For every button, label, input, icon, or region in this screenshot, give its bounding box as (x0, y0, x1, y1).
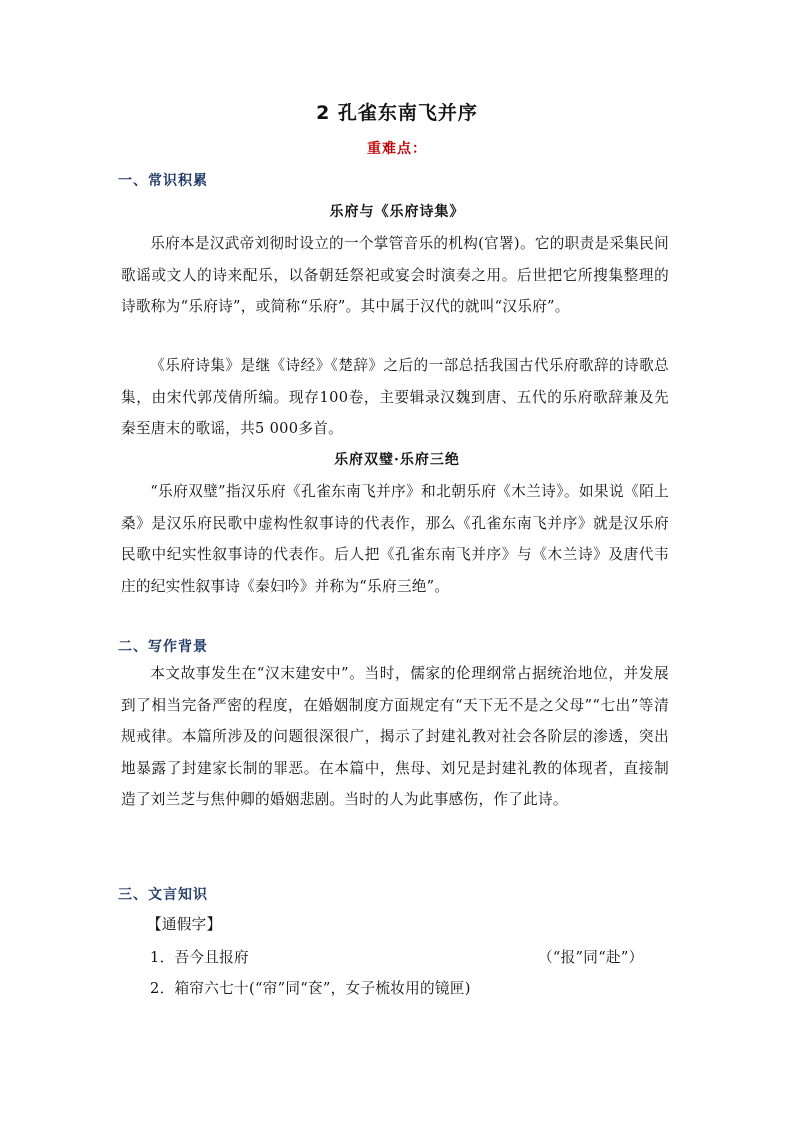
section-heading-background: 二、写作背景 (118, 639, 208, 655)
list-item-note: （“报”同“赴”） (538, 949, 644, 966)
paragraph-yuefu-collection: 《乐府诗集》是继《诗经》《楚辞》之后的一部总括我国古代乐府歌辞的诗歌总集，由宋代郭茂倩所编。现存100卷，主要辑录汉魏到唐、五代的乐府歌辞兼及先秦至唐末的歌谣，共5 000多首。 (121, 357, 669, 437)
section-heading-classical-knowledge: 三、文言知识 (118, 887, 208, 903)
list-item-text: 1．吾今且报府 (150, 949, 249, 966)
key-points-label: 重难点： (367, 141, 427, 157)
subsection-heading-yuefu: 乐府与《乐府诗集》 (329, 204, 465, 220)
section-heading-common-knowledge: 一、常识积累 (118, 173, 208, 189)
paragraph-yuefu-intro: 乐府本是汉武帝刘彻时设立的一个掌管音乐的机构(官署)。它的职责是采集民间歌谣或文人的诗来配乐，以备朝廷祭祀或宴会时演奏之用。后世把它所搜集整理的诗歌称为“乐府诗”，或简称“乐府”。其中属于汉代的就叫“汉乐府”。 (121, 235, 669, 315)
label-interchangeable-characters: 【通假字】 (147, 916, 222, 933)
page-title: 2 孔雀东南飞并序 (316, 102, 478, 124)
paragraph-background: 本文故事发生在“汉末建安中”。当时，儒家的伦理纲常占据统治地位，并发展到了相当完备严密的程度，在婚姻制度方面规定有“天下无不是之父母”“七出”等清规戒律。本篇所涉及的问题很深很广，揭示了封建礼教对社会各阶层的渗透，突出地暴露了封建家长制的罪恶。在本篇中，焦母、刘兄是封建礼教的体现者，直接制造了刘兰芝与焦仲卿的婚姻悲剧。当时的人为此事感伤，作了此诗。 (121, 665, 669, 808)
subsection-heading-double-jade: 乐府双璧·乐府三绝 (334, 452, 460, 468)
list-item-text: 2．箱帘六七十(“帘”同“奁”，女子梳妆用的镜匣) (150, 980, 471, 997)
paragraph-double-jade: “乐府双璧”指汉乐府《孔雀东南飞并序》和北朝乐府《木兰诗》。如果说《陌上桑》是汉乐府民歌中虚构性叙事诗的代表作，那么《孔雀东南飞并序》就是汉乐府民歌中纪实性叙事诗的代表作。后人把《孔雀东南飞并序》与《木兰诗》及唐代韦庄的纪实性叙事诗《秦妇吟》并称为“乐府三绝”。 (121, 483, 669, 595)
